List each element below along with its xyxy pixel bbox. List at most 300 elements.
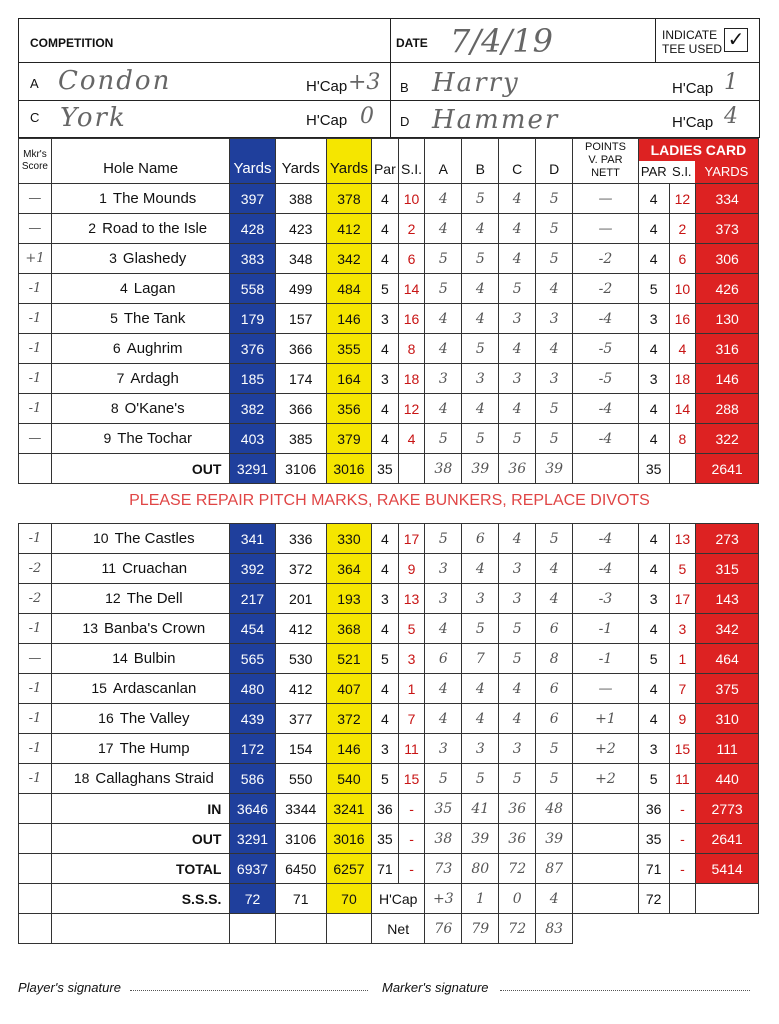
out-yellow: 3016	[326, 454, 371, 484]
score-d: 3	[536, 364, 573, 394]
score-d: 4	[536, 584, 573, 614]
hole-title: Bulbin	[133, 650, 176, 667]
score-b: 6	[462, 524, 499, 554]
score-c: 4	[499, 394, 536, 424]
ladies-si: 14	[669, 394, 696, 424]
player-c-letter: C	[30, 110, 40, 125]
sss-label: S.S.S.	[51, 884, 230, 914]
score-c: 4	[499, 704, 536, 734]
score-b: 3	[462, 364, 499, 394]
marker-score: -1	[19, 304, 52, 334]
hole-par: 3	[372, 584, 399, 614]
ladies-si: 2	[669, 214, 696, 244]
player-signature-label: Player's signature	[18, 980, 121, 995]
in-ladies-yards: 2773	[696, 794, 759, 824]
ladies-yards: 375	[696, 674, 759, 704]
sss-points	[573, 884, 639, 914]
ladies-par: 3	[638, 364, 669, 394]
ladies-si-header: S.I.	[672, 164, 692, 179]
ladies-yards: 310	[696, 704, 759, 734]
ladies-si: 15	[669, 734, 696, 764]
in-yellow: 3241	[326, 794, 371, 824]
ladies-si: 16	[669, 304, 696, 334]
hole-title: The Hump	[119, 740, 190, 757]
net-row	[19, 914, 759, 944]
out-ladies-par: 35	[638, 824, 669, 854]
ladies-yards: 464	[696, 644, 759, 674]
score-c: 4	[499, 184, 536, 214]
indicate-label: INDICATE	[662, 28, 718, 42]
blue-yards: 454	[230, 614, 275, 644]
yellow-yards: 378	[326, 184, 371, 214]
marker-signature-line[interactable]	[500, 990, 750, 991]
sss-ladies-yards	[696, 884, 759, 914]
marker-score: —	[19, 214, 52, 244]
ladies-par: 4	[638, 524, 669, 554]
blue-yards: 565	[230, 644, 275, 674]
score-a: 5	[425, 274, 462, 304]
front-out-row	[19, 454, 759, 484]
hole-row	[19, 184, 759, 214]
score-d: 8	[536, 644, 573, 674]
marker-score: -1	[19, 334, 52, 364]
ladies-par: 4	[638, 214, 669, 244]
stroke-index: 14	[398, 274, 425, 304]
hole-row	[19, 614, 759, 644]
hole-row	[19, 674, 759, 704]
ladies-par: 3	[638, 584, 669, 614]
hole-name	[51, 394, 230, 424]
score-d: 5	[536, 764, 573, 794]
hole-row	[19, 274, 759, 304]
points-v-par: -1	[573, 644, 639, 674]
hole-par: 4	[372, 554, 399, 584]
marker-score: —	[19, 644, 52, 674]
sss-white: 71	[275, 884, 326, 914]
out-d: 39	[536, 454, 573, 484]
score-c: 5	[499, 764, 536, 794]
hole-row	[19, 524, 759, 554]
player-c-header: C	[499, 139, 536, 184]
total-ladies-yards: 5414	[696, 854, 759, 884]
score-c: 3	[499, 304, 536, 334]
ladies-si: 3	[669, 614, 696, 644]
marker-signature-label: Marker's signature	[382, 980, 489, 995]
white-yards: 201	[275, 584, 326, 614]
player-a-name: Condon	[58, 66, 172, 96]
hole-title: The Castles	[114, 530, 195, 547]
hole-name	[51, 304, 230, 334]
total-ladies-si: -	[669, 854, 696, 884]
score-c: 4	[499, 334, 536, 364]
score-c: 4	[499, 244, 536, 274]
points-v-par: -2	[573, 274, 639, 304]
yellow-yards: 368	[326, 614, 371, 644]
points-v-par: —	[573, 674, 639, 704]
score-a: 3	[425, 584, 462, 614]
hole-name	[51, 704, 230, 734]
points-v-par: -4	[573, 524, 639, 554]
score-a: 6	[425, 644, 462, 674]
ladies-si: 11	[669, 764, 696, 794]
blue-yards-header: Yards	[230, 139, 275, 184]
hole-title: Banba's Crown	[103, 620, 206, 637]
stroke-index: 9	[398, 554, 425, 584]
yellow-yards: 540	[326, 764, 371, 794]
player-b-hcap-label: H'Cap	[672, 80, 714, 97]
total-blue: 6937	[230, 854, 275, 884]
in-row	[19, 794, 759, 824]
stroke-index: 11	[398, 734, 425, 764]
score-d: 5	[536, 424, 573, 454]
white-yards: 412	[275, 614, 326, 644]
v-par-label: V. PAR	[588, 154, 623, 166]
ladies-par: 3	[638, 734, 669, 764]
ladies-si: 8	[669, 424, 696, 454]
total-c: 72	[499, 854, 536, 884]
hole-number: 13	[82, 620, 98, 636]
ladies-yards: 130	[696, 304, 759, 334]
blue-yards: 172	[230, 734, 275, 764]
white-yards: 412	[275, 674, 326, 704]
hole-row	[19, 364, 759, 394]
stroke-index: 2	[398, 214, 425, 244]
score-c: 3	[499, 554, 536, 584]
score-c: 5	[499, 614, 536, 644]
white-yards: 377	[275, 704, 326, 734]
score-a: 4	[425, 304, 462, 334]
marker-score	[19, 854, 52, 884]
out-c: 36	[499, 824, 536, 854]
yellow-yards: 355	[326, 334, 371, 364]
out-points	[573, 824, 639, 854]
ladies-par: 3	[638, 304, 669, 334]
stroke-index: 1	[398, 674, 425, 704]
in-par: 36	[372, 794, 399, 824]
hole-name	[51, 584, 230, 614]
ladies-par: 4	[638, 184, 669, 214]
ladies-yards: 288	[696, 394, 759, 424]
hole-name	[51, 334, 230, 364]
hole-title: Lagan	[133, 280, 176, 297]
net-b: 79	[462, 914, 499, 944]
total-row	[19, 854, 759, 884]
score-d: 6	[536, 674, 573, 704]
score-b: 5	[462, 334, 499, 364]
points-header	[573, 139, 639, 184]
ladies-yards: 306	[696, 244, 759, 274]
hole-row	[19, 394, 759, 424]
ladies-si: 17	[669, 584, 696, 614]
ladies-yards: 146	[696, 364, 759, 394]
score-d: 5	[536, 524, 573, 554]
hole-name	[51, 764, 230, 794]
score-c: 4	[499, 524, 536, 554]
sss-c: 0	[499, 884, 536, 914]
yellow-yards: 342	[326, 244, 371, 274]
marker-score: -1	[19, 274, 52, 304]
ladies-si: 4	[669, 334, 696, 364]
score-d: 5	[536, 394, 573, 424]
ladies-si: 1	[669, 644, 696, 674]
total-b: 80	[462, 854, 499, 884]
total-yellow: 6257	[326, 854, 371, 884]
total-white: 6450	[275, 854, 326, 884]
in-d: 48	[536, 794, 573, 824]
hole-number: 16	[98, 710, 114, 726]
score-c: 5	[499, 644, 536, 674]
player-c-hcap: 0	[360, 104, 374, 129]
hole-row	[19, 334, 759, 364]
ladies-yards-header: YARDS	[695, 161, 758, 183]
hole-par: 4	[372, 214, 399, 244]
stroke-index: 18	[398, 364, 425, 394]
hole-row	[19, 734, 759, 764]
hole-par: 4	[372, 424, 399, 454]
hole-name	[51, 364, 230, 394]
hole-number: 4	[119, 280, 128, 296]
sss-d: 4	[536, 884, 573, 914]
hole-title: The Tank	[123, 310, 186, 327]
marker-score: -1	[19, 524, 52, 554]
mkr-label: Mkr's	[23, 149, 47, 160]
score-a: 5	[425, 424, 462, 454]
ladies-card-title: LADIES CARD	[639, 139, 758, 161]
sss-b: 1	[462, 884, 499, 914]
tee-used-checkbox[interactable]	[724, 28, 748, 52]
white-yards: 157	[275, 304, 326, 334]
score-c: 4	[499, 214, 536, 244]
out-d: 39	[536, 824, 573, 854]
player-signature-line[interactable]	[130, 990, 368, 991]
score-a: 3	[425, 734, 462, 764]
score-a: 4	[425, 184, 462, 214]
repair-banner: PLEASE REPAIR PITCH MARKS, RAKE BUNKERS, REPLACE DIVOTS	[129, 492, 650, 509]
ladies-si: 12	[669, 184, 696, 214]
out-a: 38	[425, 824, 462, 854]
yellow-yards: 364	[326, 554, 371, 584]
hole-number: 12	[105, 590, 121, 606]
yellow-yards: 407	[326, 674, 371, 704]
stroke-index: 16	[398, 304, 425, 334]
in-points	[573, 794, 639, 824]
yellow-yards: 356	[326, 394, 371, 424]
ladies-yards: 426	[696, 274, 759, 304]
out-blue: 3291	[230, 454, 275, 484]
ladies-si: 6	[669, 244, 696, 274]
hole-row	[19, 304, 759, 334]
header-divider	[18, 62, 759, 63]
score-b: 4	[462, 394, 499, 424]
score-d: 5	[536, 244, 573, 274]
total-points	[573, 854, 639, 884]
hole-row	[19, 554, 759, 584]
score-label: Score	[21, 161, 48, 172]
blue-yards: 341	[230, 524, 275, 554]
net-c: 72	[499, 914, 536, 944]
out-ladies-si: -	[669, 824, 696, 854]
score-c: 5	[499, 424, 536, 454]
stroke-index: 4	[398, 424, 425, 454]
marker-score: -1	[19, 614, 52, 644]
hole-par: 4	[372, 704, 399, 734]
hole-number: 1	[99, 190, 107, 206]
out-ladies-yards: 2641	[696, 824, 759, 854]
points-v-par: +1	[573, 704, 639, 734]
score-d: 4	[536, 274, 573, 304]
hole-title: Glashedy	[122, 250, 187, 267]
points-v-par: -5	[573, 364, 639, 394]
stroke-index: 12	[398, 394, 425, 424]
points-v-par: -4	[573, 394, 639, 424]
points-v-par: -3	[573, 584, 639, 614]
in-white: 3344	[275, 794, 326, 824]
score-a: 4	[425, 394, 462, 424]
white-yards-header: Yards	[275, 139, 326, 184]
ladies-si: 5	[669, 554, 696, 584]
white-yards: 388	[275, 184, 326, 214]
ladies-par-header: PAR	[640, 164, 667, 179]
out-b: 39	[462, 824, 499, 854]
ladies-par: 4	[638, 424, 669, 454]
white-yards: 174	[275, 364, 326, 394]
white-yards: 530	[275, 644, 326, 674]
stroke-index: 6	[398, 244, 425, 274]
total-par: 71	[372, 854, 399, 884]
tee-used-label: TEE USED	[662, 42, 723, 56]
out-par: 35	[372, 454, 399, 484]
ladies-yards: 316	[696, 334, 759, 364]
ladies-yards: 342	[696, 614, 759, 644]
yellow-yards: 484	[326, 274, 371, 304]
player-d-letter: D	[400, 114, 410, 129]
score-b: 4	[462, 274, 499, 304]
hole-number: 18	[73, 770, 90, 786]
sss-ladies-si	[669, 884, 696, 914]
score-a: 5	[425, 524, 462, 554]
points-v-par: -1	[573, 614, 639, 644]
hole-number: 17	[98, 740, 114, 756]
player-a-header: A	[425, 139, 462, 184]
date-value: 7/4/19	[450, 22, 553, 60]
yellow-yards: 412	[326, 214, 371, 244]
competition-label: COMPETITION	[30, 36, 114, 50]
blue-yards: 185	[230, 364, 275, 394]
hole-title: Callaghans Straid	[95, 770, 214, 787]
hole-name	[51, 524, 230, 554]
sss-row	[19, 884, 759, 914]
marker-score	[19, 884, 52, 914]
date-label: DATE	[396, 36, 428, 50]
stroke-index: 5	[398, 614, 425, 644]
white-yards: 366	[275, 394, 326, 424]
score-b: 5	[462, 244, 499, 274]
stroke-index: 15	[398, 764, 425, 794]
player-c-hcap-label: H'Cap	[306, 112, 348, 129]
score-c: 4	[499, 674, 536, 704]
header-divider	[655, 18, 656, 63]
points-v-par: —	[573, 184, 639, 214]
score-d: 4	[536, 334, 573, 364]
player-d-hcap: 4	[724, 104, 738, 129]
ladies-par: 4	[638, 674, 669, 704]
points-label: POINTS	[584, 141, 626, 153]
yellow-yards: 146	[326, 304, 371, 334]
white-yards: 385	[275, 424, 326, 454]
check-icon: ✓	[727, 29, 745, 51]
points-v-par: +2	[573, 734, 639, 764]
points-v-par: +2	[573, 764, 639, 794]
ladies-par: 4	[638, 704, 669, 734]
blue-yards: 439	[230, 704, 275, 734]
total-label: TOTAL	[51, 854, 230, 884]
out-blue: 3291	[230, 824, 275, 854]
score-b: 5	[462, 184, 499, 214]
score-b: 5	[462, 764, 499, 794]
in-si: -	[398, 794, 425, 824]
blue-yards: 376	[230, 334, 275, 364]
out-ladies-yards: 2641	[696, 454, 759, 484]
yellow-yards: 521	[326, 644, 371, 674]
in-blue: 3646	[230, 794, 275, 824]
yellow-yards: 193	[326, 584, 371, 614]
out-white: 3106	[275, 454, 326, 484]
points-v-par: -4	[573, 304, 639, 334]
score-c: 5	[499, 274, 536, 304]
score-b: 4	[462, 674, 499, 704]
hole-par: 5	[372, 644, 399, 674]
hole-name	[51, 184, 230, 214]
stroke-index: 13	[398, 584, 425, 614]
white-yards: 348	[275, 244, 326, 274]
ladies-par: 4	[638, 394, 669, 424]
out-b: 39	[462, 454, 499, 484]
si-header: S.I.	[398, 139, 425, 184]
player-d-header: D	[536, 139, 573, 184]
ladies-si: 10	[669, 274, 696, 304]
ladies-par: 4	[638, 334, 669, 364]
hole-par: 4	[372, 614, 399, 644]
yellow-yards: 372	[326, 704, 371, 734]
marker-score: —	[19, 184, 52, 214]
yellow-yards-header: Yards	[326, 139, 371, 184]
hole-name	[51, 614, 230, 644]
ladies-par: 5	[638, 274, 669, 304]
blue-yards: 217	[230, 584, 275, 614]
front-header-row	[19, 139, 759, 184]
ladies-par: 5	[638, 764, 669, 794]
hole-title: The Dell	[126, 590, 183, 607]
ladies-card-header	[638, 139, 758, 184]
hole-par: 4	[372, 674, 399, 704]
marker-score	[19, 794, 52, 824]
ladies-par: 4	[638, 244, 669, 274]
marker-score: +1	[19, 244, 52, 274]
net-a: 76	[425, 914, 462, 944]
blue-yards: 428	[230, 214, 275, 244]
points-v-par: -4	[573, 424, 639, 454]
blue-yards: 480	[230, 674, 275, 704]
score-d: 6	[536, 614, 573, 644]
score-b: 3	[462, 584, 499, 614]
hole-title: Aughrim	[126, 340, 183, 357]
hole-name	[51, 734, 230, 764]
marker-score	[19, 824, 52, 854]
ladies-yards: 440	[696, 764, 759, 794]
out-label: OUT	[51, 454, 230, 484]
hole-par: 3	[372, 364, 399, 394]
hole-par: 4	[372, 524, 399, 554]
